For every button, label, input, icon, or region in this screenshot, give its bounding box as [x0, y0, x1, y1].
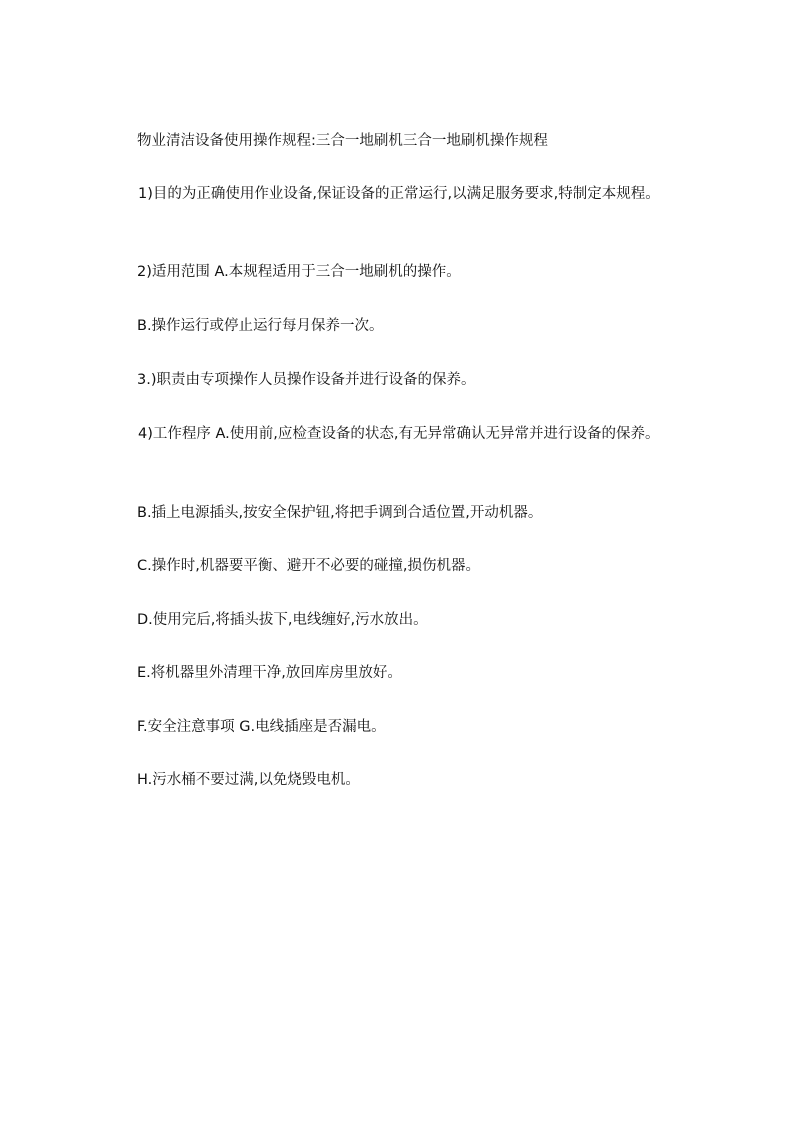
paragraph-purpose: 1)目的为正确使用作业设备,保证设备的正常运行,以满足服务要求,特制定本规程。 [138, 186, 660, 202]
paragraph-responsibility: 3.)职责由专项操作人员操作设备并进行设备的保养。 [137, 372, 476, 388]
paragraph-step-b: B.插上电源插头,按安全保护钮,将把手调到合适位置,开动机器。 [137, 505, 543, 521]
paragraph-procedure: 4)工作程序 A.使用前,应检查设备的状态,有无异常确认无异常并进行设备的保养。 [138, 426, 660, 442]
paragraph-step-h: H.污水桶不要过满,以免烧毁电机。 [137, 772, 360, 788]
paragraph-maintenance: B.操作运行或停止运行每月保养一次。 [137, 318, 384, 334]
paragraph-scope: 2)适用范围 A.本规程适用于三合一地刷机的操作。 [137, 264, 461, 280]
paragraph-safety: F.安全注意事项 G.电线插座是否漏电。 [137, 719, 386, 735]
paragraph-step-d: D.使用完后,将插头拔下,电线缠好,污水放出。 [137, 612, 428, 628]
paragraph-step-e: E.将机器里外清理干净,放回库房里放好。 [137, 665, 402, 681]
paragraph-step-c: C.操作时,机器要平衡、避开不必要的碰撞,损伤机器。 [137, 558, 480, 574]
document-title: 物业清洁设备使用操作规程:三合一地刷机三合一地刷机操作规程 [137, 133, 548, 149]
